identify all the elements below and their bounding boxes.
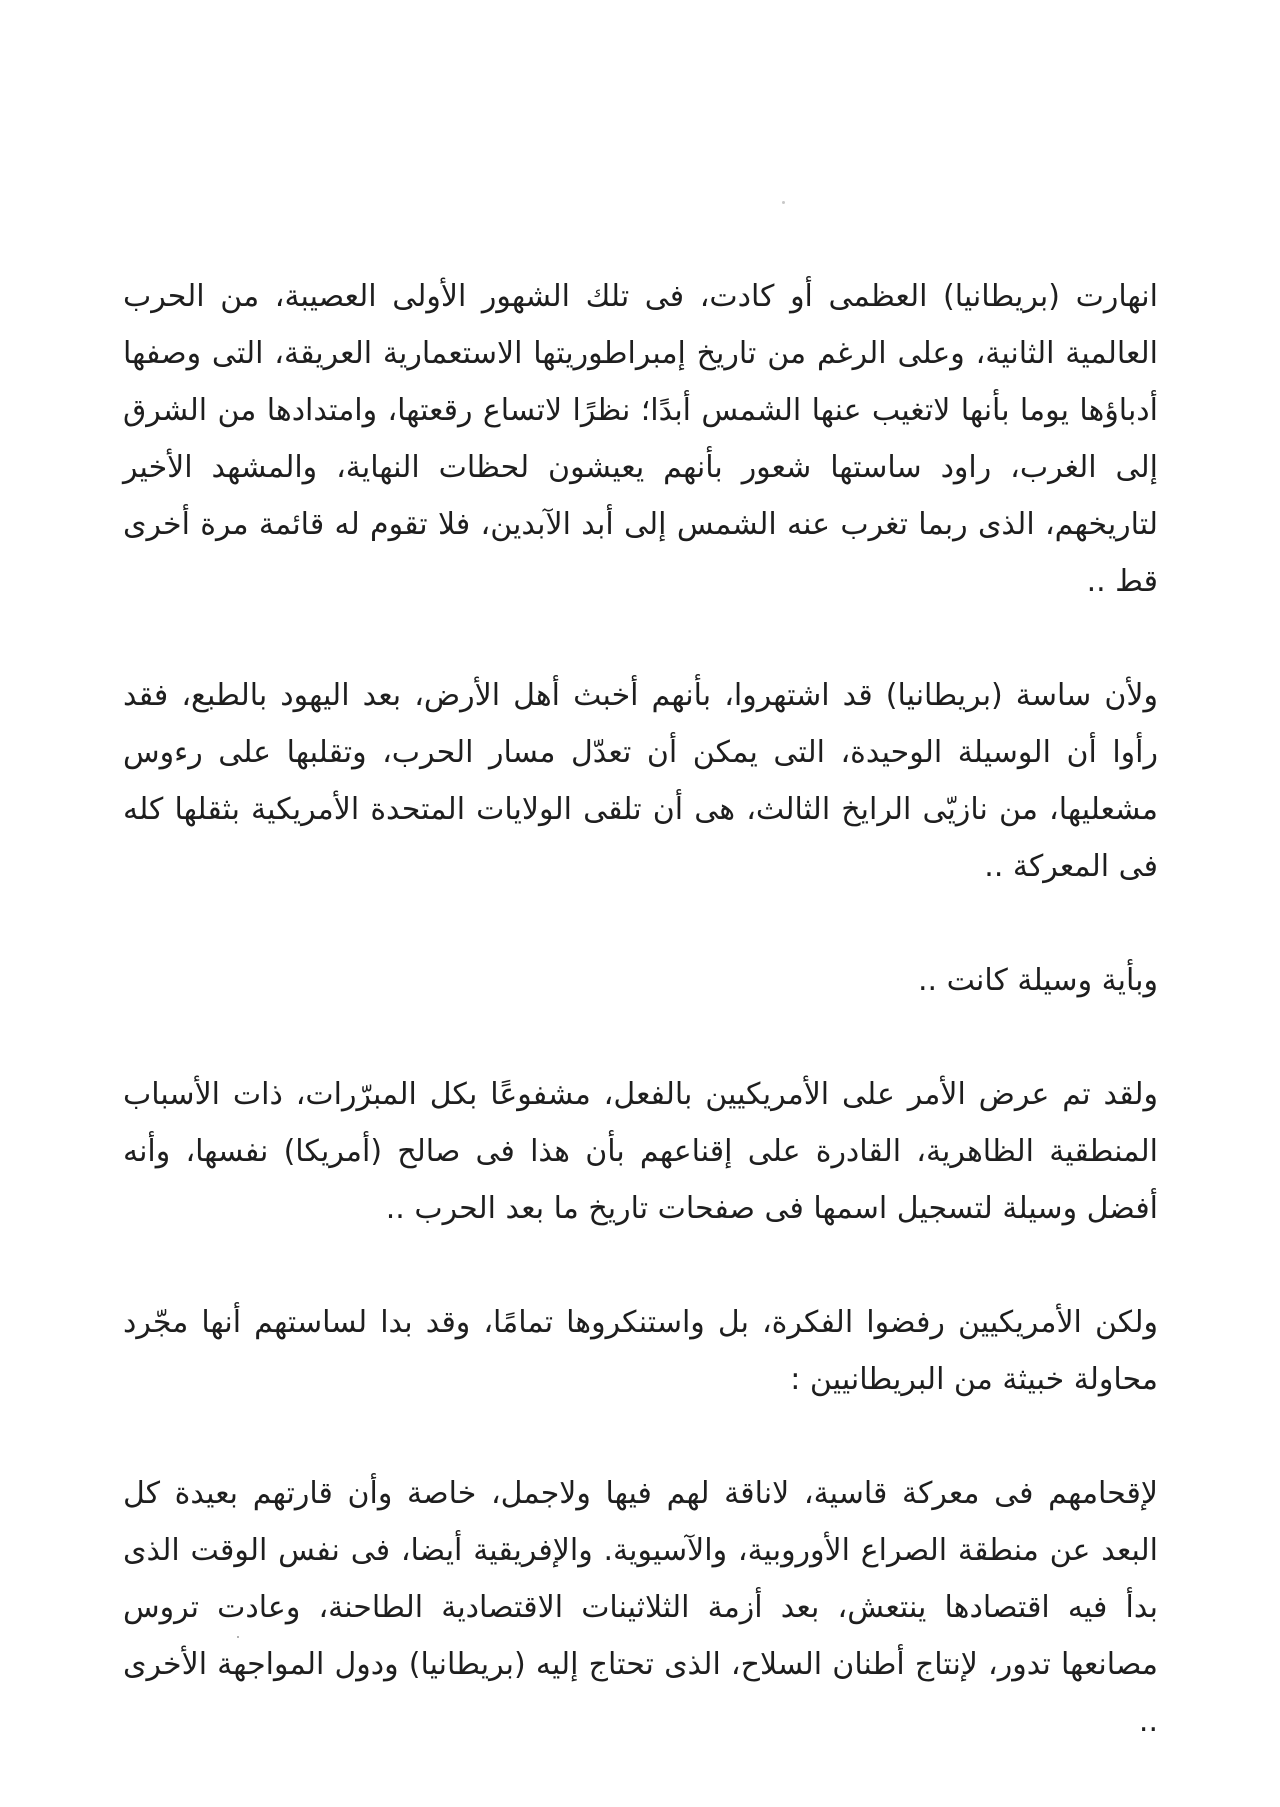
- paragraph-6: لإقحامهم فى معركة قاسية، لاناقة لهم فيها ولاجمل، خاصة وأن قارتهم بعيدة كل البعد عن منطقة الصراع الأوروبية، والآسيوية. والإفريقية أيضا، فى نفس الوقت الذى بدأ فيه اقتصادها ينتعش، بعد أزمة الثلاثينات الاقتصادية الطاحنة، وعادت تروس مصانعها تدور، لإنتاج أطنان السلاح، الذى تحتاج إليه (بريطانيا) ودول المواجهة الأخرى ..: [123, 1476, 1158, 1739]
- document-body: [123, 268, 1158, 1807]
- paragraph-3: وبأية وسيلة كانت ..: [917, 963, 1158, 998]
- paragraph-4: ولقد تم عرض الأمر على الأمريكيين بالفعل، مشفوعًا بكل المبرّرات، ذات الأسباب المنطقية الظاهرية، القادرة على إقناعهم بأن هذا فى صالح (أمريكا) نفسها، وأنه أفضل وسيلة لتسجيل اسمها فى صفحات تاريخ ما بعد الحرب ..: [123, 1077, 1158, 1226]
- paragraph-5: ولكن الأمريكيين رفضوا الفكرة، بل واستنكروها تمامًا، وقد بدا لساستهم أنها مجّرد محاولة خبيثة من البريطانيين :: [123, 1305, 1158, 1397]
- scan-speck: [782, 201, 785, 204]
- paragraph-2: ولأن ساسة (بريطانيا) قد اشتهروا، بأنهم أخبث أهل الأرض، بعد اليهود بالطبع، فقد رأوا أن الوسيلة الوحيدة، التى يمكن أن تعدّل مسار الحرب، وتقلبها على رءوس مشعليها، من نازيّى الرايخ الثالث، هى أن تلقى الولايات المتحدة الأمريكية بثقلها كله فى المعركة ..: [123, 678, 1158, 884]
- paragraph-1: انهارت (بريطانيا) العظمى أو كادت، فى تلك الشهور الأولى العصيبة، من الحرب العالمية الثانية، وعلى الرغم من تاريخ إمبراطوريتها الاستعمارية العريقة، التى وصفها أدباؤها يوما بأنها لاتغيب عنها الشمس أبدًا؛ نظرًا لاتساع رقعتها، وامتدادها من الشرق إلى الغرب، راود ساستها شعور بأنهم يعيشون لحظات النهاية، والمشهد الأخير لتاريخهم، الذى ربما تغرب عنه الشمس إلى أبد الآبدين، فلا تقوم له قائمة مرة أخرى قط ..: [123, 279, 1158, 599]
- scan-speck: [237, 1636, 239, 1638]
